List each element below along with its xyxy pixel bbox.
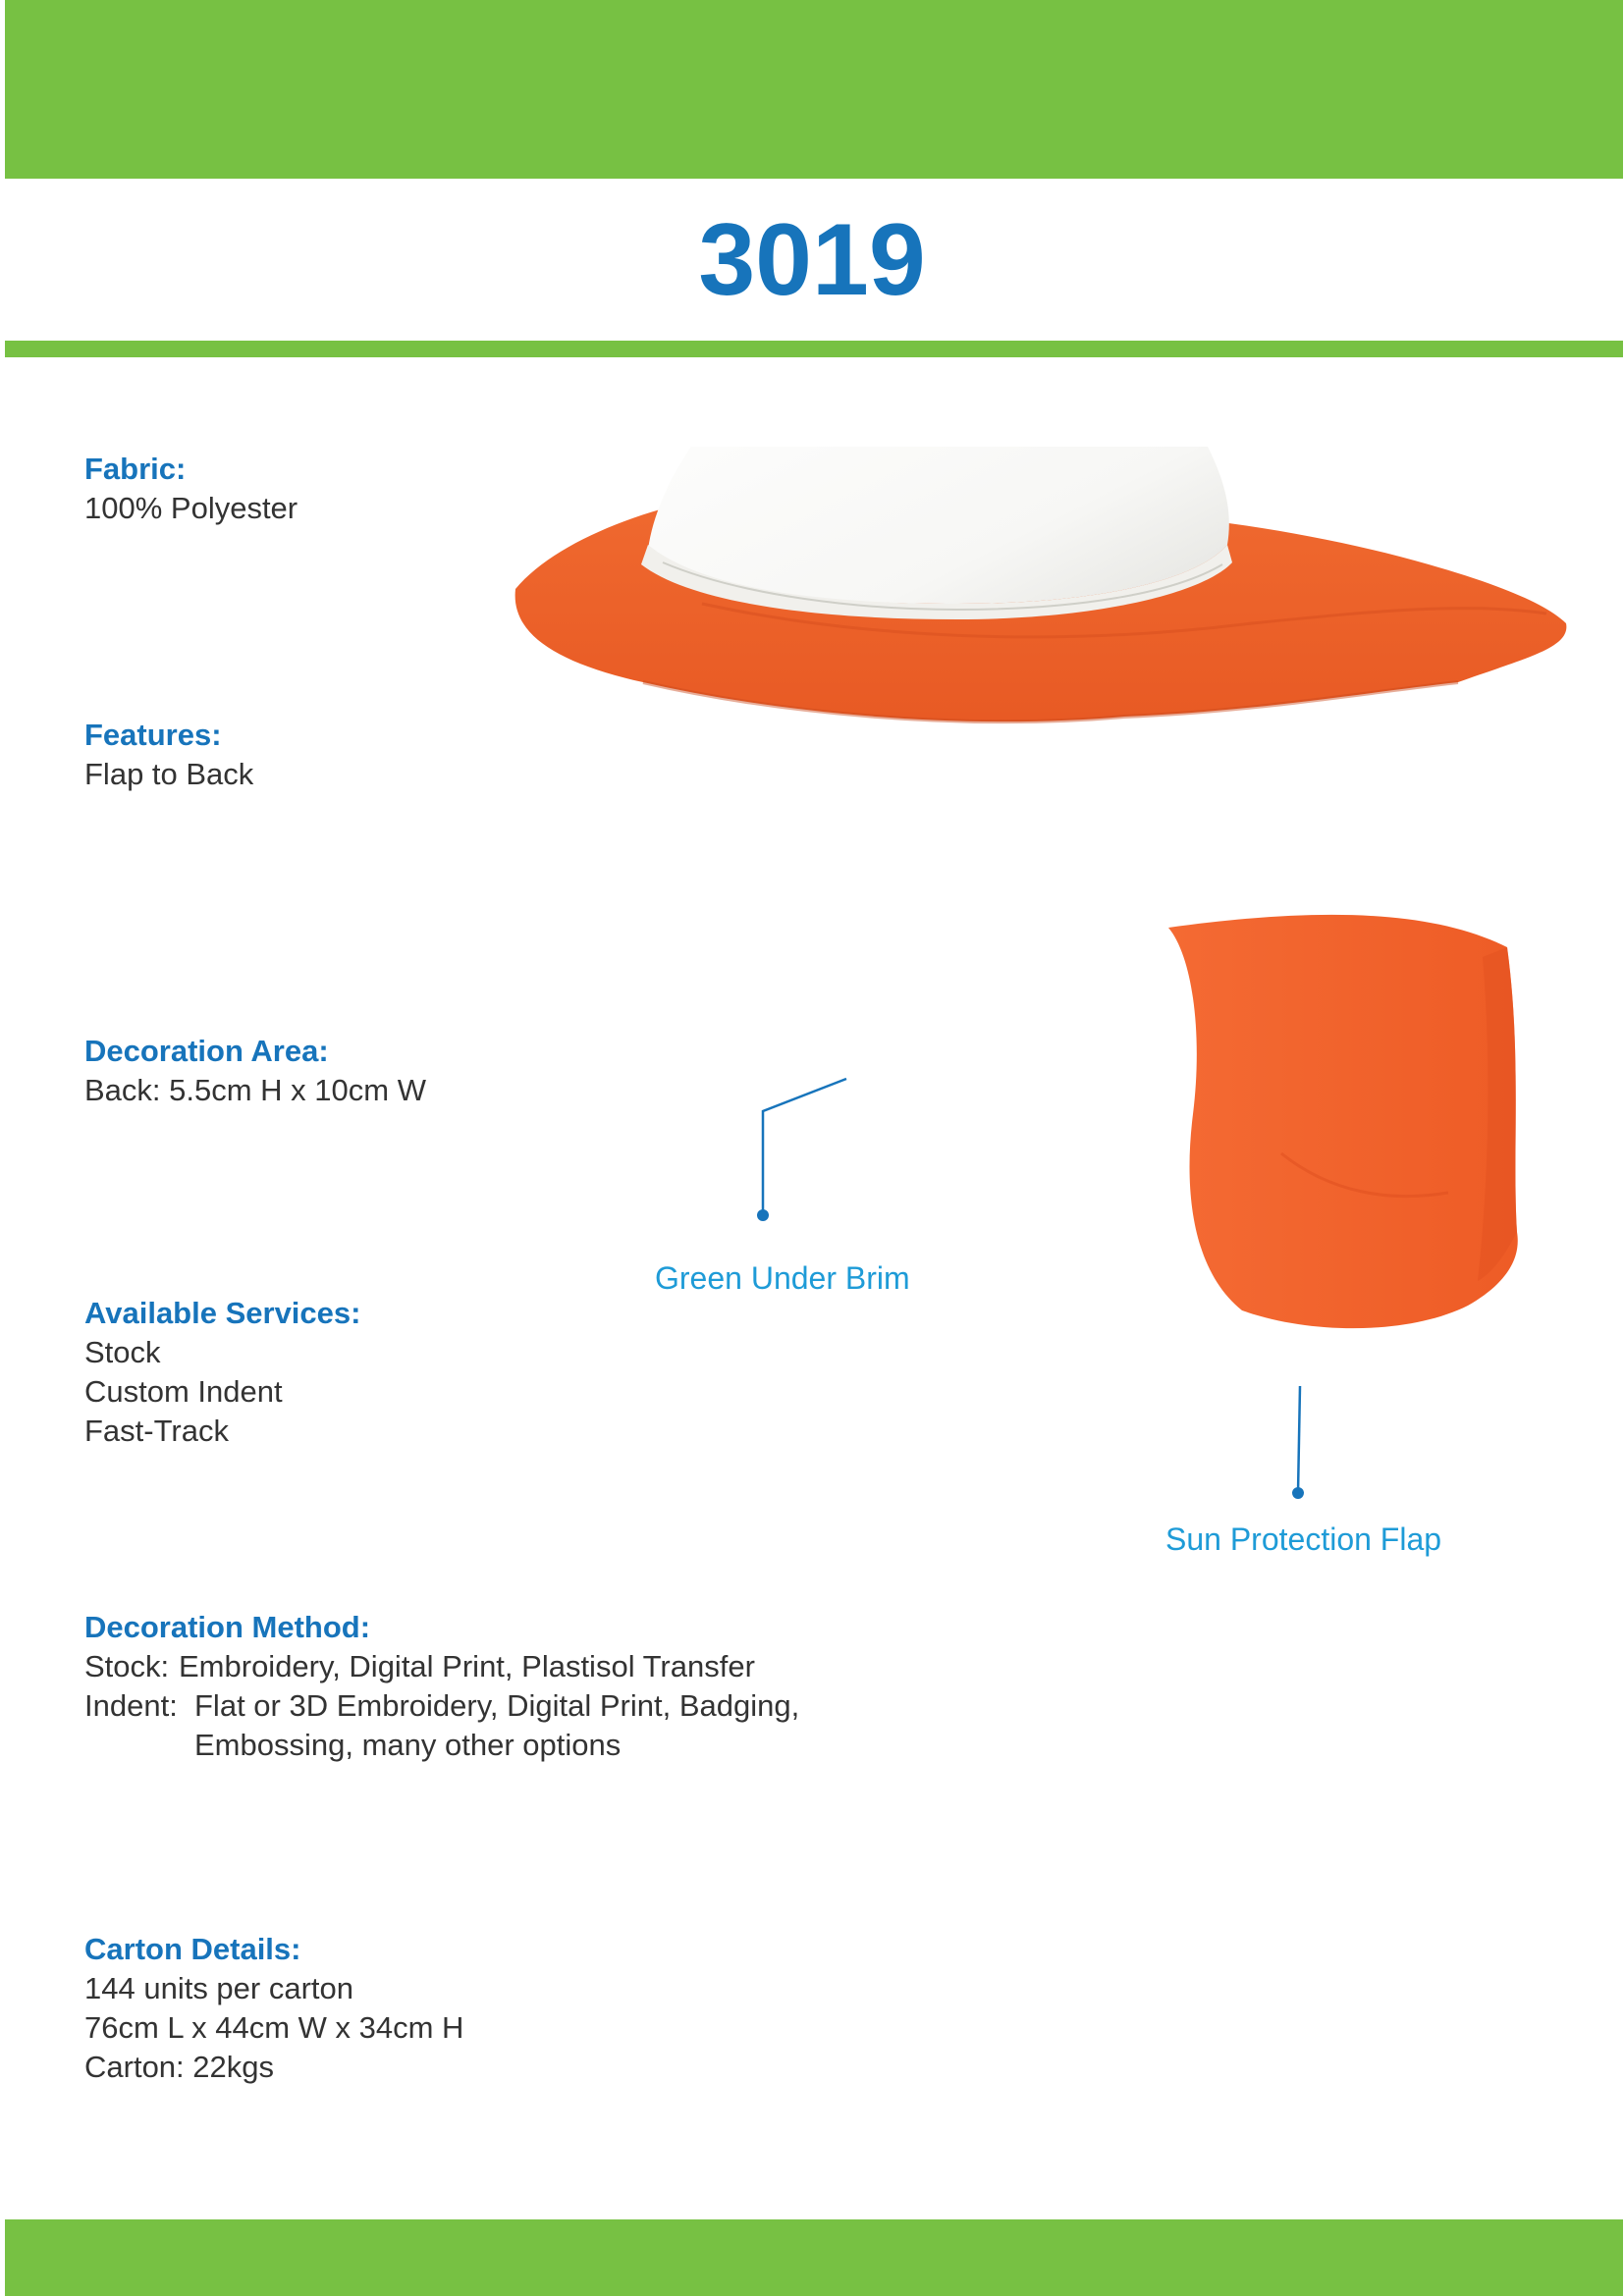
- spec-heading-fabric: Fabric:: [84, 452, 187, 486]
- product-image: [447, 447, 1624, 1350]
- spec-heading-available-services: Available Services:: [84, 1296, 361, 1330]
- sun-flap-leader-dot: [1292, 1487, 1304, 1499]
- method-stock-row: [84, 1647, 799, 1686]
- spec-carton-details: [84, 1930, 463, 2087]
- spec-heading-carton-details: Carton Details:: [84, 1932, 301, 1966]
- spec-value-decoration-area: Back: 5.5cm H x 10cm W: [84, 1073, 426, 1107]
- helmet-dome: [648, 447, 1229, 604]
- spec-heading-decoration-method: Decoration Method:: [84, 1610, 371, 1644]
- service-item: Stock: [84, 1335, 161, 1369]
- method-indent-label: Indent:: [84, 1688, 178, 1723]
- spec-heading-decoration-area: Decoration Area:: [84, 1034, 329, 1068]
- sun-flap-leader: [1298, 1386, 1300, 1493]
- spec-available-services: [84, 1294, 360, 1451]
- carton-detail-line: 76cm L x 44cm W x 34cm H: [84, 2010, 464, 2045]
- service-item: Custom Indent: [84, 1374, 283, 1409]
- spec-decoration-method: [84, 1608, 799, 1765]
- spec-features: [84, 716, 253, 794]
- product-code: 3019: [698, 203, 926, 317]
- callout-under-brim: Green Under Brim: [655, 1260, 910, 1296]
- spec-decoration-area: [84, 1032, 426, 1110]
- spec-value-fabric: 100% Polyester: [84, 491, 298, 525]
- top-green-band: [5, 0, 1623, 179]
- carton-detail-line: Carton: 22kgs: [84, 2050, 274, 2084]
- method-indent-row: [84, 1686, 799, 1726]
- service-item: Fast-Track: [84, 1414, 229, 1448]
- method-stock-value: Embroidery, Digital Print, Plastisol Transfer: [179, 1649, 755, 1683]
- callout-sun-flap: Sun Protection Flap: [1165, 1522, 1442, 1557]
- sun-flap-shape: [1168, 915, 1518, 1328]
- spec-fabric: [84, 450, 298, 528]
- carton-detail-line: 144 units per carton: [84, 1971, 354, 2005]
- method-indent-value: Flat or 3D Embroidery, Digital Print, Badging,: [194, 1688, 800, 1723]
- spec-heading-features: Features:: [84, 718, 222, 752]
- method-stock-label: Stock:: [84, 1649, 170, 1683]
- method-indent-continuation: Embossing, many other options: [194, 1728, 622, 1762]
- header-divider: [5, 341, 1623, 357]
- spec-value-features: Flap to Back: [84, 757, 254, 791]
- bottom-green-band: [5, 2219, 1623, 2296]
